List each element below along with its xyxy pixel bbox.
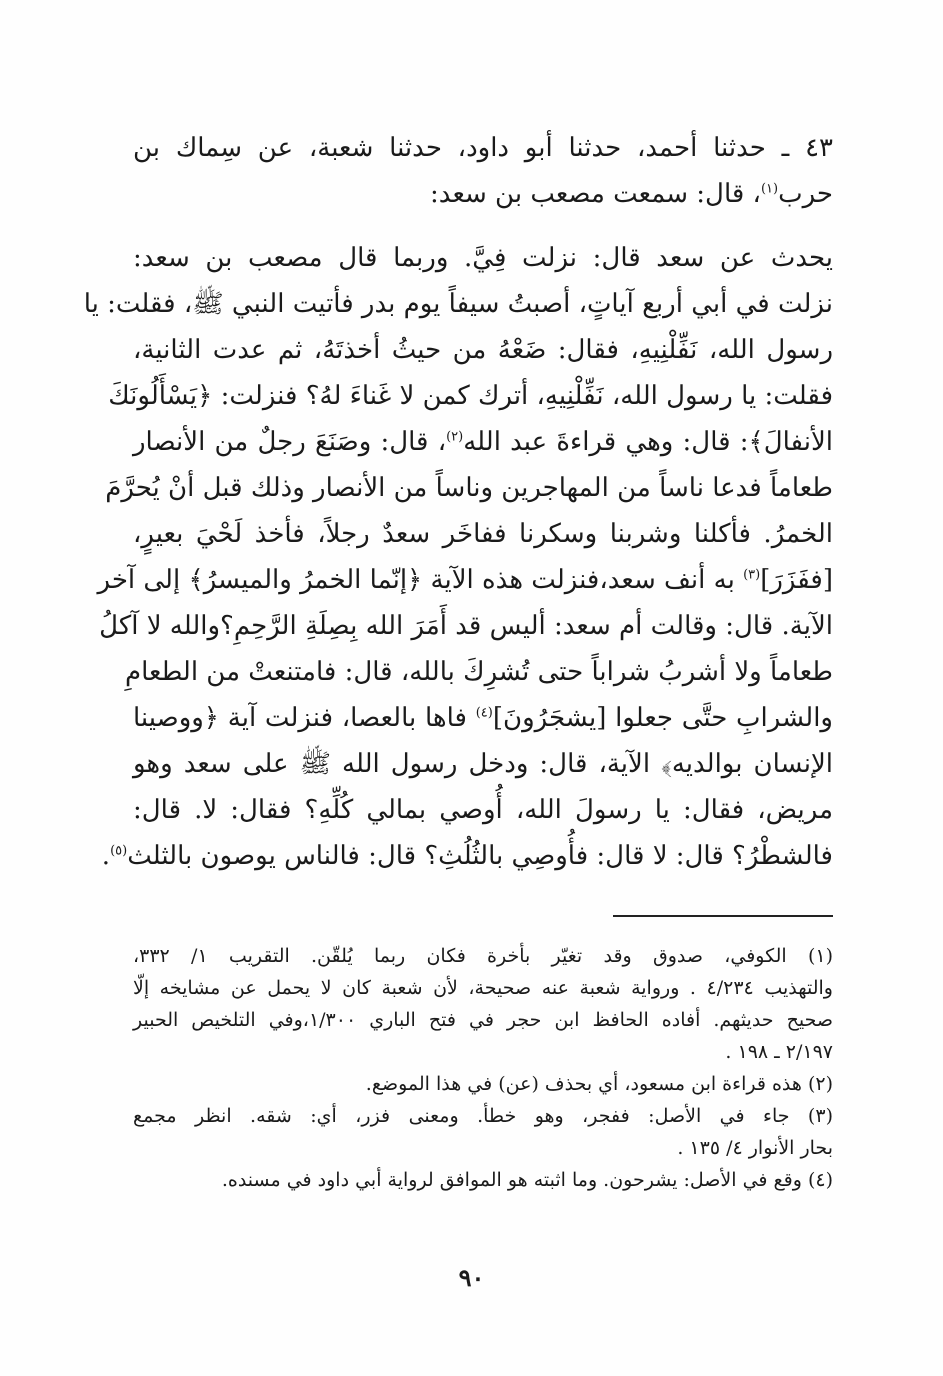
footnote-line: (٢) هذه قراءة ابن مسعود، أي بحذف (عن) في هذا الموضع. <box>365 1073 833 1095</box>
footnote-ref: (٥) <box>110 843 128 859</box>
matn-line-text: فاها بالعصا، فنزلت آية ﴿ووصينا <box>133 703 476 733</box>
page-number: ٩٠ <box>458 1263 485 1292</box>
matn-line <box>133 787 833 833</box>
matn-line <box>133 327 833 373</box>
matn-line <box>133 419 833 465</box>
matn-line <box>105 465 833 511</box>
matn-line <box>99 603 833 649</box>
footnote-line: (٤) وقع في الأصل: يشرحون. وما اثبته هو الموافق لرواية أبي داود في مسنده. <box>221 1169 833 1191</box>
footnote-ref: (٢) <box>446 429 464 445</box>
footnote-line: صحيح حديثهم. أفاده الحافظ ابن حجر في فتح الباري ١/٣٠٠،وفي التلخيص الحبير <box>133 1009 833 1031</box>
matn-line-text: به أنف سعد،فنزلت هذه الآية ﴿إنّما الخمرُ والميسرُ﴾ إلى آخر <box>97 565 744 595</box>
hadith-matn <box>83 235 833 879</box>
matn-line <box>97 557 833 603</box>
isnad-line-2 <box>133 171 833 217</box>
isnad-line-2-rest: ، قال: سمعت مصعب بن سعد: <box>430 179 761 209</box>
footnote-line: ٢/١٩٧ ـ ١٩٨ . <box>725 1041 833 1063</box>
footnote-ref: (٣) <box>743 567 761 583</box>
isnad-line-2-text: حرب <box>778 179 833 209</box>
matn-line-text: الخمرُ. فأكلنا وشربنا وسكرنا ففاخَر سعدٌ رجلاً، فأخذ لَحْيَ بعيرٍ، <box>133 519 833 549</box>
matn-line-text: طعاماً ولا أشربُ شراباً حتى تُشرِكَ بالله، قال: فامتنعتْ من الطعامِ <box>125 657 833 687</box>
isnad-line-1: ٤٣ ـ حدثنا أحمد، حدثنا أبو داود، حدثنا شعبة، عن سِماك بن <box>133 133 833 163</box>
matn-line <box>133 741 833 787</box>
footnote-divider <box>613 915 833 917</box>
matn-line <box>133 511 833 557</box>
footnote-ref: (٤) <box>475 705 493 721</box>
matn-line-text: نزلت في أبي أربع آياتٍ، أصبتُ سيفاً يوم بدر فأتيت النبي ﷺ، فقلت: يا <box>83 289 833 319</box>
matn-line-text: فقلت: يا رسول الله، نَفِّلْنِيهِ، أترك كمن لا غَناءَ لهُ؟ فنزلت: ﴿يَسْأَلُونَكَ <box>108 381 833 411</box>
matn-line-text: الأنفالَ﴾: قال: وهي قراءةَ عبد الله <box>463 427 833 457</box>
footnote-line: بحار الأنوار ٤/ ١٣٥ . <box>677 1137 833 1159</box>
matn-line-text: [ففَزَرَ] <box>760 565 833 595</box>
matn-line-text: الآية. قال: وقالت أم سعد: أليس قد أَمَرَ الله بِصِلَةِ الرَّحِمِ؟والله لا آكلُ <box>99 611 833 641</box>
matn-line <box>108 373 833 419</box>
matn-line-text: فالشطْرُ؟ قال: لا قال: فأُوصِي بالثُلُثِ؟ قال: فالناس يوصون بالثلث <box>127 841 833 871</box>
matn-line-text: الإنسان بوالديه﴾ الآية، قال: ودخل رسول الله ﷺ على سعد وهو <box>133 749 833 779</box>
footnote-line: (٣) جاء في الأصل: ففجر، وهو خطأ. ومعنى فزر، أي: شقه. انظر مجمع <box>133 1105 833 1127</box>
footnote-ref: (١) <box>760 181 779 197</box>
matn-line <box>125 649 833 695</box>
footnote-line: (١) الكوفي، صدوق وقد تغيّر بأخرة فكان ربما يُلقّن. التقريب ١/ ٣٣٢، <box>133 945 833 967</box>
hadith-isnad <box>133 125 833 217</box>
matn-line <box>101 833 833 879</box>
matn-line-text: . <box>101 841 111 871</box>
matn-line-text: طعاماً فدعا ناساً من المهاجرين وناساً من الأنصار وذلك قبل أنْ يُحرَّمَ <box>105 473 833 503</box>
footnote-line: والتهذيب ٤/٢٣٤ . ورواية شعبة عنه صحيحة، لأن شعبة كان لا يحمل عن مشايخه إلّا <box>133 977 833 999</box>
matn-line-text: رسول الله، نَفِّلْنِيهِ، فقال: ضَعْهُ من حيثُ أخذتَهُ، ثم عدت الثانية، <box>133 335 833 365</box>
matn-line <box>133 695 833 741</box>
matn-line <box>133 235 833 281</box>
matn-line-text: مريض، فقال: يا رسولَ الله، أُوصي بمالي كُلِّهِ؟ فقال: لا. قال: <box>133 795 833 825</box>
matn-line-text: يحدث عن سعد قال: نزلت فِيَّ. وربما قال مصعب بن سعد: <box>133 243 833 273</box>
matn-line <box>83 281 833 327</box>
matn-line-text: ، قال: وصَنَعَ رجلٌ من الأنصار <box>133 427 447 457</box>
footnotes <box>133 940 833 1196</box>
matn-line-text: والشرابِ حتَّى جعلوا [يشجَرُونَ] <box>492 703 833 733</box>
